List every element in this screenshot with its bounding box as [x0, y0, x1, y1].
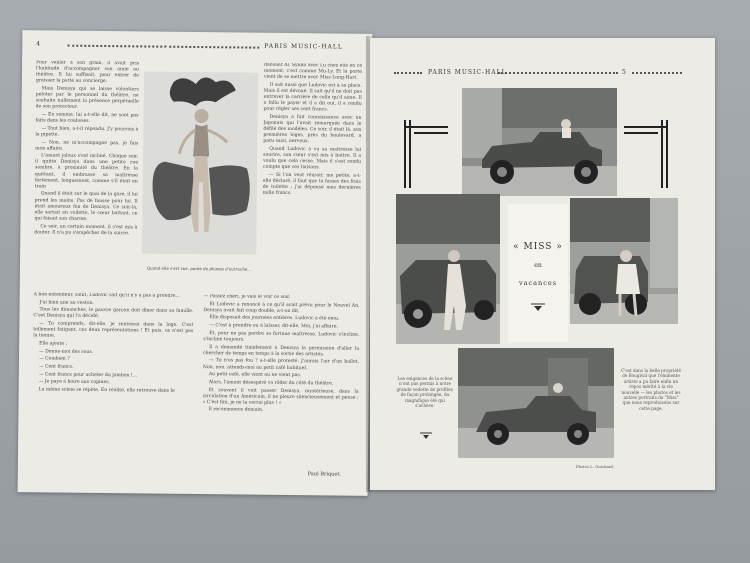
title-box	[508, 204, 568, 342]
paragraph: — Non, ne m'accompagne pas, je fais mon affaire.	[35, 139, 139, 152]
paragraph: — Combien ?	[38, 356, 70, 363]
paragraph: Quand Ludovic a vu sa maîtresse lui sourire, son cœur s'est mis à battre. Il a voulu que cela cesse. Mais il s'est rendu compte que ces liaisons.	[262, 146, 362, 171]
photo-car-top	[462, 88, 617, 196]
photo-car-bottom	[458, 348, 614, 458]
paragraph: Denisya a fait connaissance avec un Japonais qui l'avait remarquée dans le défilé des modèles. Ce soir, il était là, aux premières loges, près du boulevard, a paru saisi, nerveux.	[263, 114, 362, 145]
page-number-right: 5	[622, 69, 626, 76]
header-rule-right-3	[632, 72, 682, 74]
running-head-left: PARIS MUSIC-HALL	[264, 42, 343, 51]
paragraph: — Passez chéri, je vais le voir ce soir.	[203, 294, 291, 301]
title-en: en	[534, 262, 542, 269]
page-number-left: 4	[36, 40, 41, 48]
paragraph: Ce soir, un certain moment, il s'est mis à douter. Il n'a pu s'empêcher de la suivre.	[34, 223, 138, 236]
header-rule-right-1	[394, 72, 422, 74]
paragraph: A bon entendeur, salut, Ludovic sait qu'il n'y a pas à prendre...	[33, 292, 180, 299]
paragraph: Et souvent il voit passer Denisya, mystérieuse, dans la circulation d'un Américain, il ne pleure silencieusement et pense : « C'est fini, je ne la verrai plus ! »	[202, 387, 359, 406]
paragraph: Il recommence demain.	[208, 407, 264, 414]
photo-car-middle-right	[570, 198, 678, 324]
paragraph: — Tout bien, a-t-il répondu. J'y pourrais à la pipette.	[35, 126, 139, 138]
paragraph: Alors, l'amant désespéré va rôder du côté du théâtre.	[208, 380, 334, 387]
paragraph: — C'est à prendre ou à laisser, dit-elle. Moi, j'ai affaire.	[209, 323, 338, 330]
paragraph: J'ai bien une au veston.	[39, 300, 94, 306]
header-rule-right-2	[498, 72, 618, 74]
dancer-photo-caption: Quand elle s'est vue, parée de plumes d'autruche...	[146, 265, 252, 272]
header-rule-left-2	[164, 46, 259, 49]
paragraph: Tous les dimanches, le pauvre garçon doit dîner dans sa famille. C'est Denisya qui l'a décidé.	[33, 307, 194, 320]
paragraph: dansant Al. Syndo avec Lu chez elle en ce moment, c'est comme Mu-Ly. Et la porte vient de se mettre avec Miss Long-Hart.	[263, 62, 363, 81]
header-rule-left	[67, 45, 162, 48]
car-illustration	[462, 88, 617, 196]
paragraph: L'amant jaloux s'est incliné. Chaque soir, il quitte Denisya dans une petite rue sombre, à proximité du théâtre. En la quittant, il embrasse sa maîtresse fortement, longuement, comme s'il était en train	[34, 153, 139, 190]
paragraph: — Cent francs.	[38, 364, 74, 370]
paragraph: Au petit café, elle vient ou ne vient pas.	[208, 372, 302, 379]
art-deco-ornament-left	[400, 120, 450, 190]
art-deco-ornament-right	[622, 120, 672, 190]
paragraph: — Si l'on veut réussir, ma petite, a-t-elle déclaré, il faut que tu fasses des frais de toilette ; j'ai dépensé mes dernières mille francs.	[262, 172, 361, 197]
text-column-1-bottom	[32, 292, 194, 479]
dancer-illustration	[142, 71, 258, 254]
text-column-1	[34, 60, 139, 291]
author-signature: Paul Briquet.	[307, 471, 341, 478]
right-page	[370, 38, 715, 490]
running-head-right: PARIS MUSIC-HALL	[428, 69, 507, 76]
car-gate-illustration	[458, 348, 614, 458]
paragraph: — Tu comprends, dit-elle, je rentrerai dans la loge. C'est tellement fatigant, ces deux représentations ! Et puis, ce n'est pas la tienne.	[33, 321, 194, 339]
caption-left: Les exigences de la scène n'ont pas permis à notre grande vedette de profiter, de façon prolongée, du magnifique été qui s'achève.	[396, 376, 454, 409]
car-woman-illustration	[570, 198, 678, 324]
ornament-left-icon	[420, 432, 432, 440]
paragraph: — Je paye à boire aux copines.	[38, 379, 111, 386]
paragraph: Quand il était sur le quai de la gare, il lui prend les mains. Pas de fausse pour lui. Il était amoureux fou de Denisya. Ce soir-là, elle sortait en voilette, le cœur battant, ce qui faisait son charme.	[34, 191, 138, 222]
paragraph: — Tu n'es pas fou ? a-t-elle protesté. J'aurais l'air d'un ballot. Non, non, attends-moi au petit café habituel.	[202, 358, 359, 371]
paragraph: Mais Denisya qui se laisse volontiers peloter par le personnel du théâtre, ne souhaite nullement la présence perpétuelle de son protecteur.	[35, 86, 139, 111]
car-man-illustration	[396, 194, 500, 344]
paragraph: — Cent francs pour acheter du jambon !...	[38, 372, 138, 379]
paragraph: Il sait aussi que Ludovic est à sa place. Mais il est dévoué. Il sait qu'il ne doit pas entraver la carrière de celle qu'il aime. Il a fallu le payer et il a dit oui, il a rendu pour régler ses cent francs.	[263, 82, 362, 113]
caption-right: C'est dans la belle propriété de Bougival que l'éminente artiste a pu faire enfin un repos mérité à la vie nouvelle — les photos et les autres portraits de "Miss" que nous reproduisons sur cette page.	[620, 368, 682, 411]
ornament-icon	[531, 301, 545, 315]
paragraph: Il a demandé timidement à Denisya la permission d'aller la chercher de temps en temps à la sortie des artistes.	[203, 344, 360, 358]
paragraph: Et Ludovic a renoncé à ce qu'il avait prévu pour le Nouvel An. Denisya avait fait coup double, a-t-on dit.	[203, 301, 360, 314]
title-miss: « MISS »	[513, 242, 563, 252]
paragraph: Pour veiller à son grain, il avait pris l'habitude d'accompagner son amie au théâtre. Il lui suffisait, pour entrer de graisser la patte au concierge.	[35, 60, 140, 85]
photo-car-middle-left	[396, 194, 500, 344]
title-vacances: vacances	[518, 279, 558, 287]
text-column-2	[262, 63, 362, 296]
text-column-2-bottom	[202, 294, 360, 466]
paragraph: — En somme, lui a-t-elle dit, ne sont pas faits dans les coulisses.	[35, 112, 139, 124]
paragraph: — Donne-moi des sous.	[39, 349, 94, 355]
paragraph: Elle disposait des journées entières. Ludovic a été ému.	[209, 315, 340, 322]
left-page	[18, 30, 373, 496]
photo-credit: Photos L. Guichard.	[576, 464, 615, 469]
paragraph: Elle ajoute :	[39, 341, 68, 347]
dancer-photo	[142, 71, 258, 254]
paragraph: Et, pour ne pas perdre sa fortune maîtresse, Ludovic s'incline, s'incline toujours.	[203, 330, 360, 343]
paragraph: La même scène se répète. En réalité, elle retrouve dans le	[38, 387, 175, 394]
